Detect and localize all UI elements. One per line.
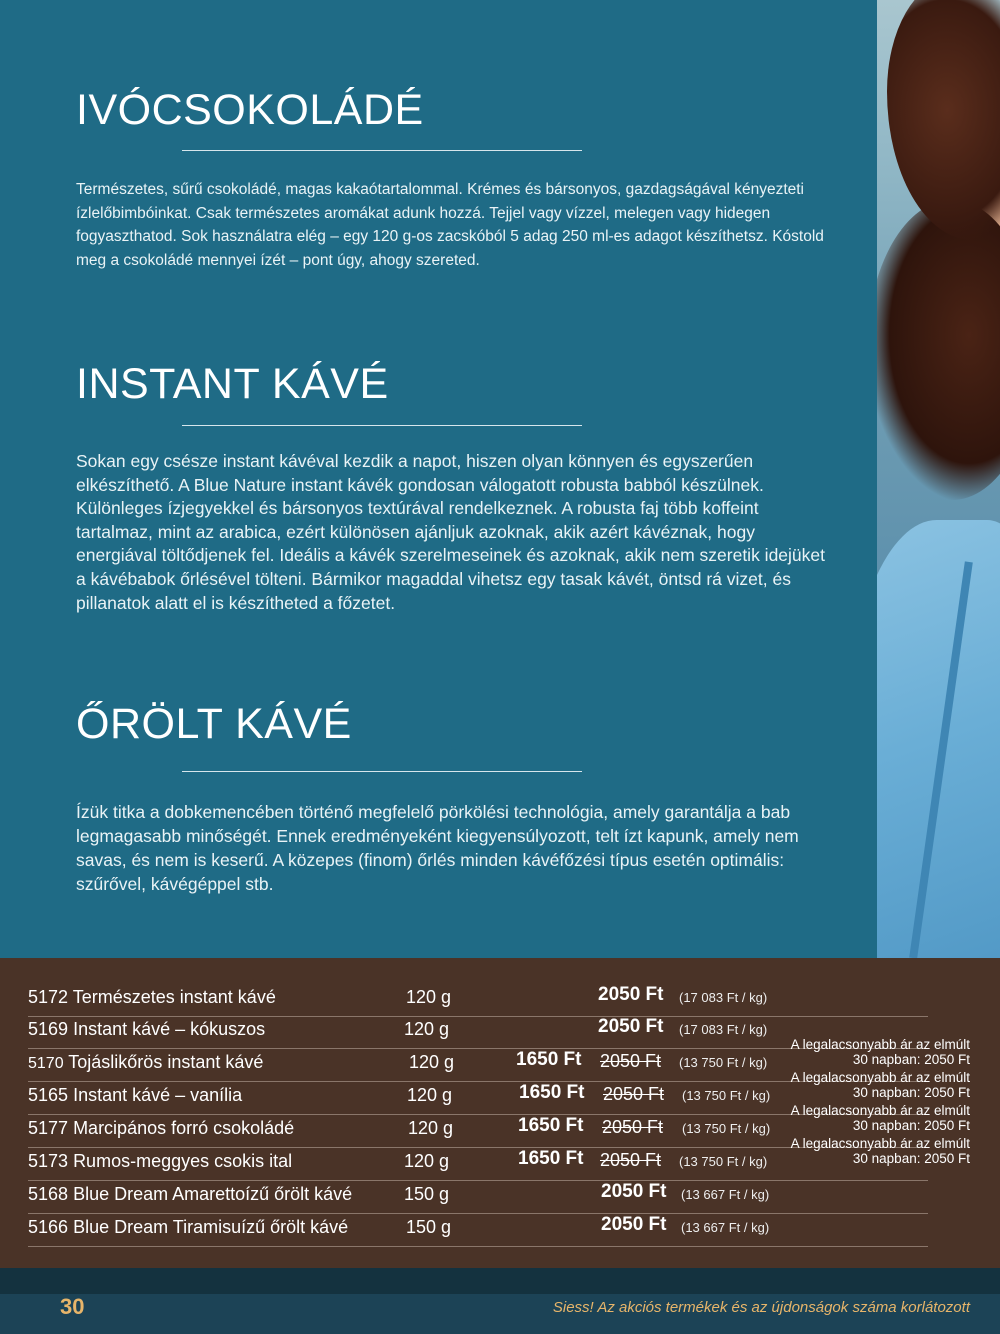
unit-price: (13 750 Ft / kg) (679, 1154, 768, 1169)
product-qty: 120 g (406, 987, 452, 1007)
product-price: 2050 Ft (601, 1214, 667, 1235)
model-photo (877, 0, 1000, 958)
photo-jacket (877, 520, 1000, 958)
product-name: 5170 Tojáslikőrös instant kávé (28, 1052, 264, 1072)
unit-price: (13 750 Ft / kg) (682, 1088, 771, 1103)
unit-price: (17 083 Ft / kg) (679, 990, 768, 1005)
section-ivocsokolade (76, 86, 836, 134)
old-price: 2050 Ft (602, 1117, 664, 1137)
section-orolt-kave (76, 700, 836, 748)
old-price: 2050 Ft (600, 1150, 662, 1170)
product-name: 5173 Rumos-meggyes csokis ital (28, 1151, 293, 1171)
section-text: Sokan egy csésze instant kávéval kezdik a napot, hiszen olyan könnyen és egyszerűen elkészíthető. A Blue Nature instant kávék gondosan válogatott robusta babból készülnek. Különleges ízjegyekkel és bársonyos textúrával rendelkeznek. A robusta faj több koffeint tartalmaz, mint az arabica, ezért különösen ajánljuk azoknak, akik azért kávéznak, hogy energiával töltődjenek fel. Ideális a kávék szerelmeseinek és azoknak, akik nem szeretik idejüket a kávébabok őrlésével tölteni. Bármikor magaddal vihetsz egy tasak kávét, öntsd rá vizet, és pillanatok alatt el is készítheted a főzetet. (76, 451, 825, 613)
product-name: 5169 Instant kávé – kókuszos (28, 1019, 266, 1039)
product-qty: 120 g (409, 1052, 455, 1072)
section-instant-kave (76, 360, 836, 408)
lowest-price-note: A legalacsonyabb ár az elmúlt 30 napban: 2050 Ft (790, 1037, 970, 1067)
section-title: ŐRÖLT KÁVÉ (76, 700, 352, 748)
unit-price: (13 667 Ft / kg) (681, 1220, 770, 1235)
product-name: 5168 Blue Dream Amarettoízű őrölt kávé (28, 1184, 353, 1204)
photo-hair (877, 200, 1000, 500)
product-row (28, 1181, 928, 1214)
product-price: 2050 Ft (598, 1016, 664, 1037)
product-price: 1650 Ft (519, 1082, 585, 1103)
product-price: 2050 Ft (598, 984, 664, 1005)
product-price: 1650 Ft (518, 1115, 584, 1136)
product-price: 2050 Ft (601, 1181, 667, 1202)
product-name: 5165 Instant kávé – vanília (28, 1085, 243, 1105)
title-divider (182, 150, 582, 151)
old-price: 2050 Ft (603, 1084, 665, 1104)
product-qty: 120 g (404, 1019, 450, 1039)
product-qty: 150 g (406, 1217, 452, 1237)
section-text: Ízük titka a dobkemencében történő megfelelő pörkölési technológia, amely garantálja a bab legmagasabb minőségét. Ennek eredményeként kiegyensúlyozott, telt ízt kapunk, amely nem savas, és nem is keserű. A közepes (finom) őrlés minden kávéfőzési típus esetén optimális: szűrővel, kávégéppel stb. (76, 802, 799, 894)
product-qty: 120 g (404, 1151, 450, 1171)
lowest-price-note: A legalacsonyabb ár az elmúlt 30 napban: 2050 Ft (790, 1136, 970, 1166)
old-price: 2050 Ft (600, 1051, 662, 1071)
unit-price: (13 667 Ft / kg) (681, 1187, 770, 1202)
product-qty: 150 g (404, 1184, 450, 1204)
product-name: 5177 Marcipános forró csokoládé (28, 1118, 295, 1138)
title-divider (182, 425, 582, 426)
section-title: INSTANT KÁVÉ (76, 360, 389, 408)
product-price: 1650 Ft (516, 1049, 582, 1070)
footer-band (0, 1268, 1000, 1294)
product-qty: 120 g (408, 1118, 454, 1138)
product-name: 5166 Blue Dream Tiramisuízű őrölt kávé (28, 1217, 349, 1237)
unit-price: (13 750 Ft / kg) (682, 1121, 771, 1136)
unit-price: (13 750 Ft / kg) (679, 1055, 768, 1070)
product-row (28, 984, 928, 1017)
photo-hair-top (887, 0, 1000, 240)
title-divider (182, 771, 582, 772)
footer-slogan: Siess! Az akciós termékek és az újdonságok száma korlátozott (552, 1299, 970, 1316)
lowest-price-note: A legalacsonyabb ár az elmúlt 30 napban: 2050 Ft (790, 1103, 970, 1133)
product-price: 1650 Ft (518, 1148, 584, 1169)
section-title: IVÓCSOKOLÁDÉ (76, 86, 424, 134)
product-name: 5172 Természetes instant kávé (28, 987, 276, 1007)
price-list (0, 958, 1000, 1268)
page-number: 30 (60, 1294, 85, 1319)
lowest-price-note: A legalacsonyabb ár az elmúlt 30 napban: 2050 Ft (790, 1070, 970, 1100)
unit-price: (17 083 Ft / kg) (679, 1022, 768, 1037)
product-qty: 120 g (407, 1085, 453, 1105)
section-text: Természetes, sűrű csokoládé, magas kakaótartalommal. Krémes és bársonyos, gazdagságával kényezteti ízlelőbimbóinkat. Csak természetes aromákat adunk hozzá. Tejjel vagy vízzel, melegen vagy hidegen fogyaszthatod. Sok használatra elég – egy 120 g-os zacskóból 5 adag 250 ml-es adagot készíthetsz. Kóstold meg a csokoládé mennyei ízét – pont úgy, ahogy szereted. (76, 181, 824, 269)
product-row (28, 1214, 928, 1247)
product-row (28, 1136, 970, 1181)
